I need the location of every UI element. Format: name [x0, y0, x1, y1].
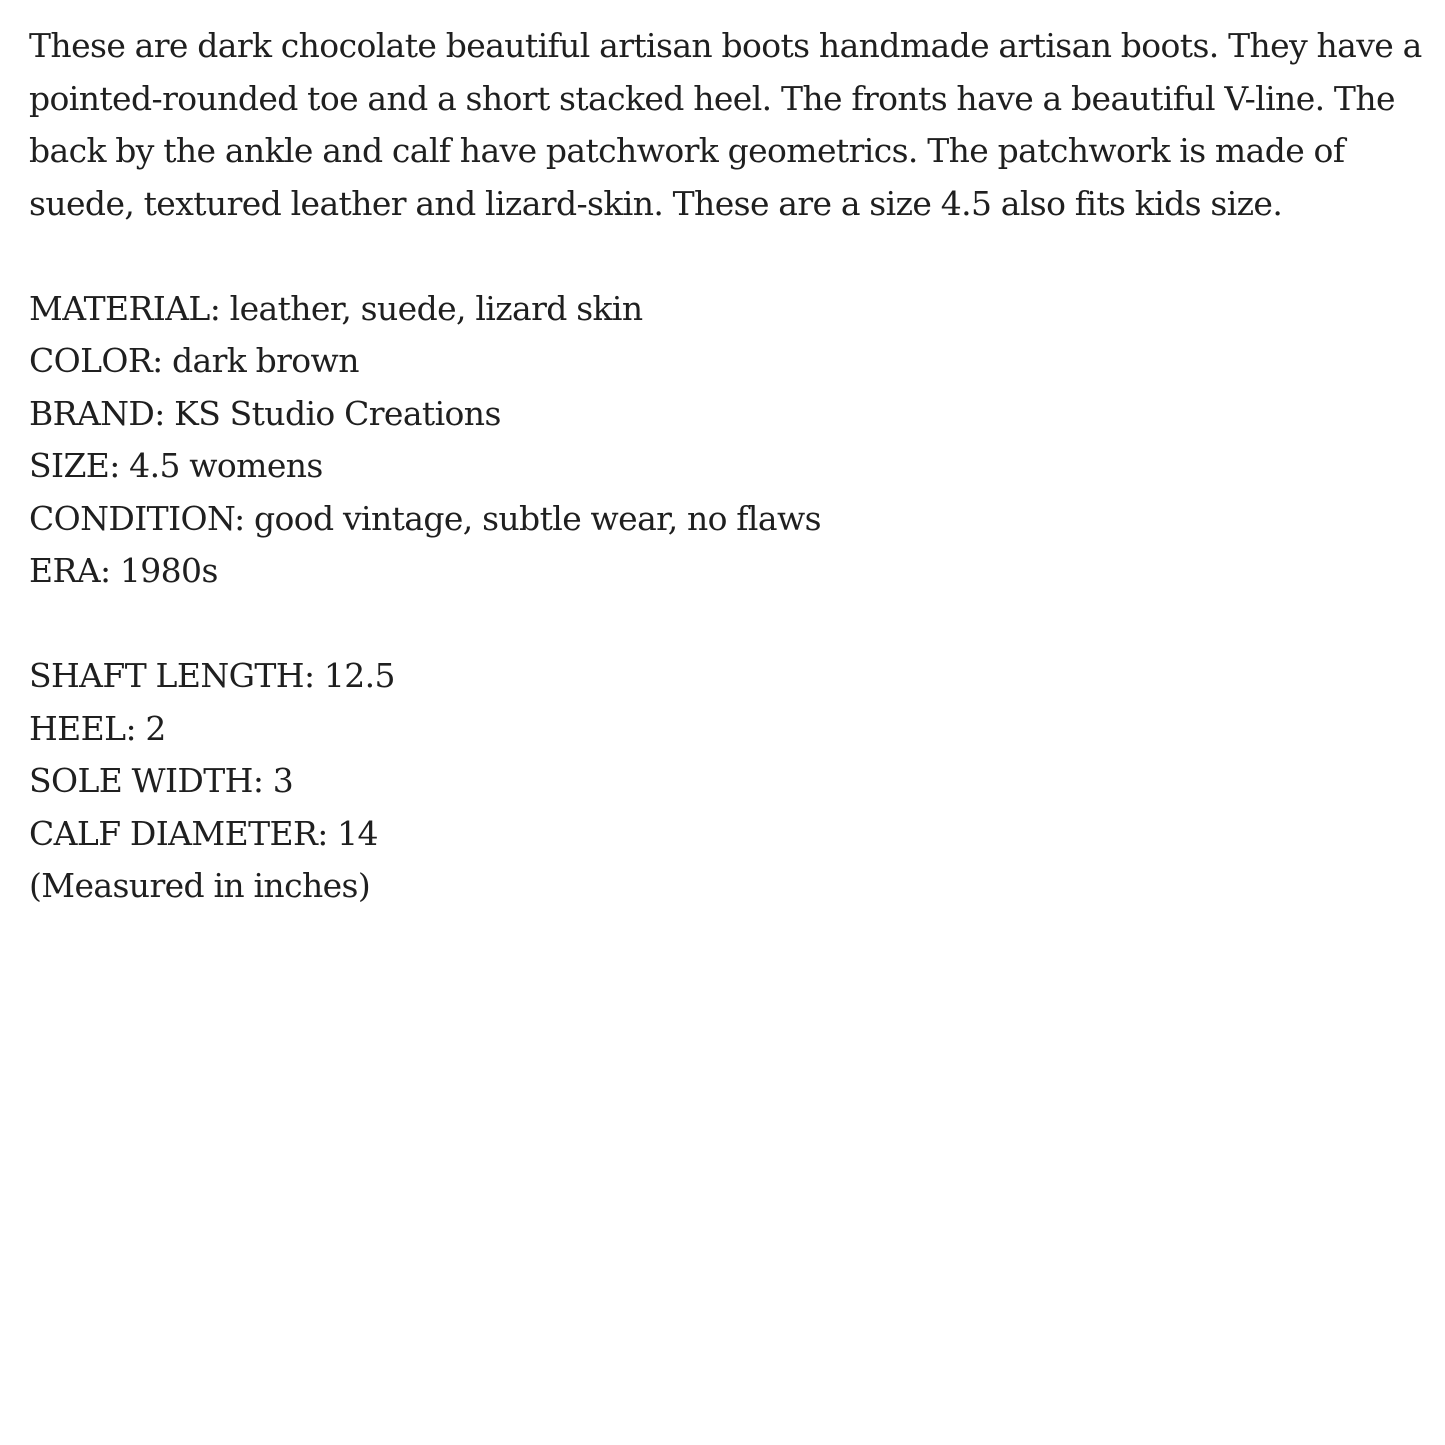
details-section	[29, 283, 1429, 598]
material-line: MATERIAL: leather, suede, lizard skin	[29, 288, 643, 328]
shaft-length-line: SHAFT LENGTH: 12.5	[29, 656, 395, 695]
size-line: SIZE: 4.5 womens	[29, 446, 323, 485]
measurement-unit-note: (Measured in inches)	[29, 866, 371, 905]
sole-width-line: SOLE WIDTH: 3	[29, 761, 294, 800]
measurements-section	[29, 650, 1429, 913]
product-listing	[29, 20, 1429, 913]
product-description: These are dark chocolate beautiful artisan boots handmade artisan boots. They have a pointed-rounded toe and a short stacked heel. The fronts have a beautiful V-line. The back by the ankle and calf have patchwork geometrics. The patchwork is made of suede, textured leather and lizard-skin. These are a size 4.5 also fits kids size.	[29, 26, 1422, 223]
color-line: COLOR: dark brown	[29, 341, 359, 380]
condition-line: CONDITION: good vintage, subtle wear, no flaws	[29, 498, 821, 538]
heel-line: HEEL: 2	[29, 708, 166, 748]
era-line: ERA: 1980s	[29, 551, 218, 590]
calf-diameter-line: CALF DIAMETER: 14	[29, 813, 378, 853]
brand-line: BRAND: KS Studio Creations	[29, 393, 501, 433]
